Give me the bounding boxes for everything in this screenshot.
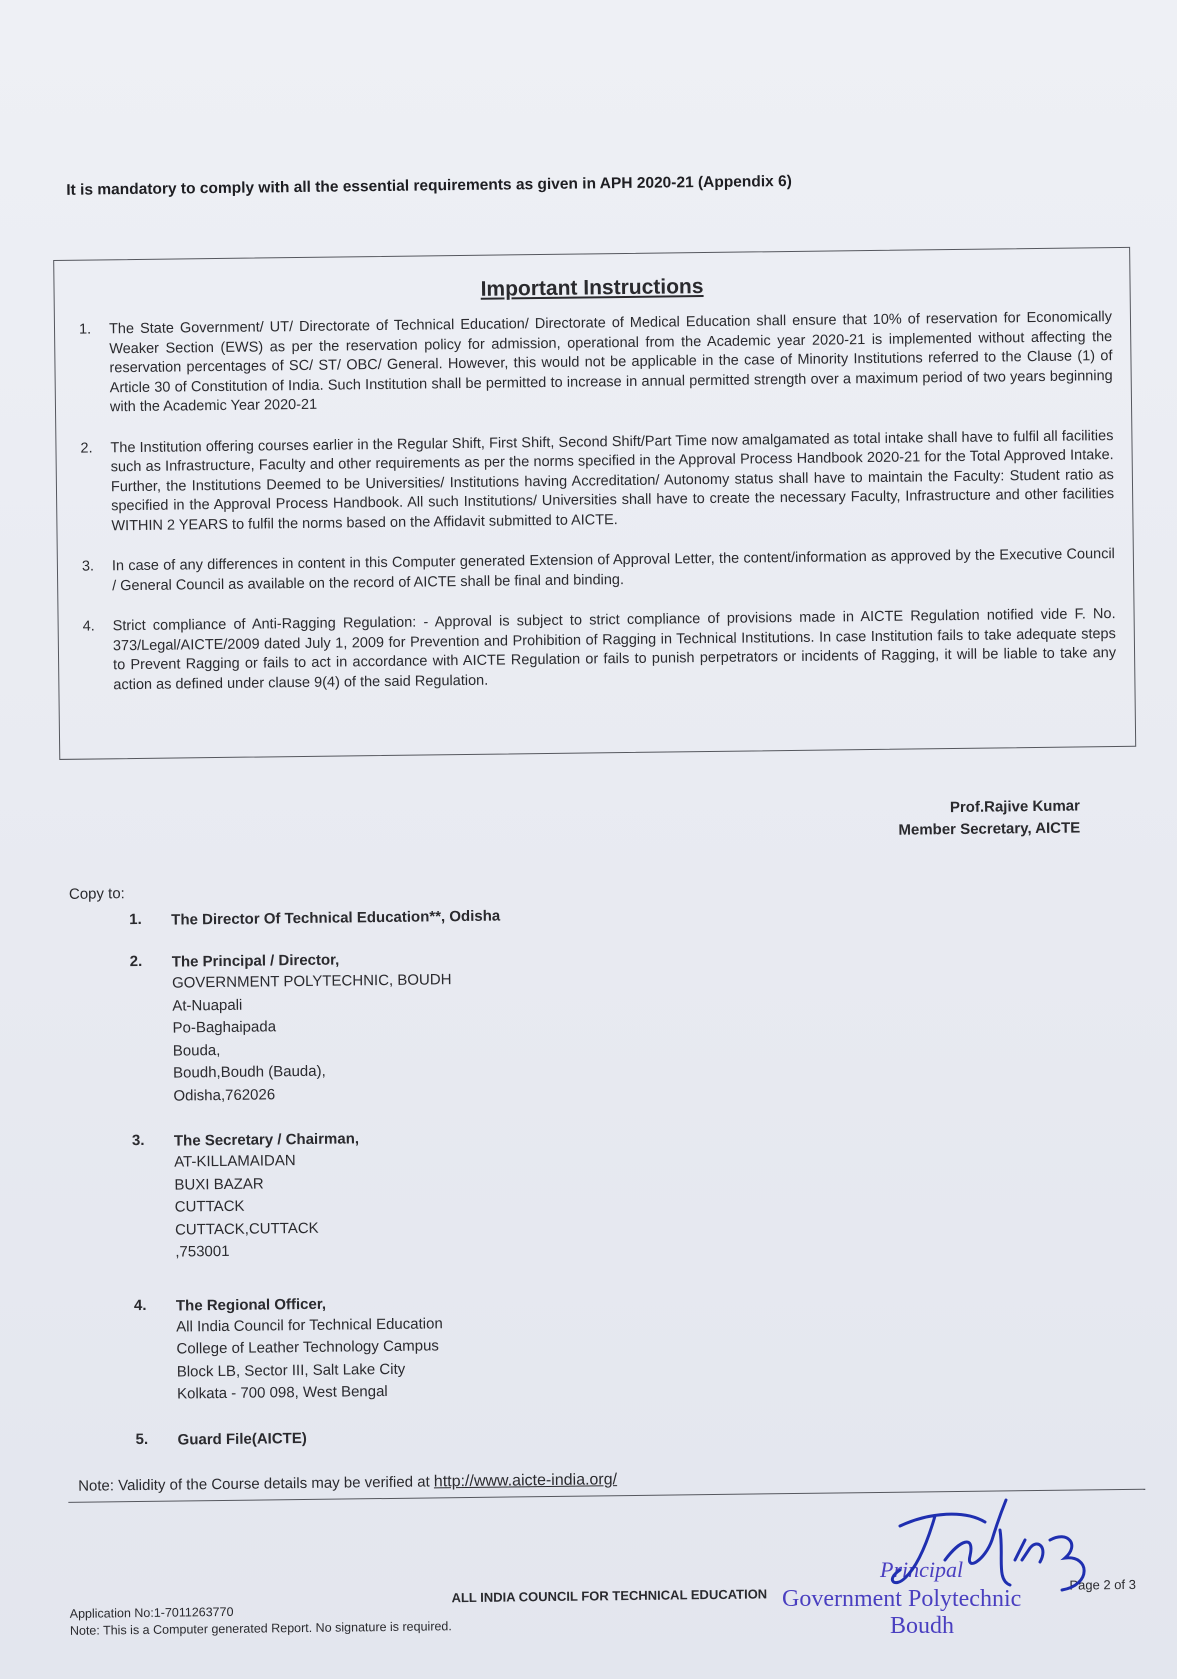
address-line: ,753001 [175,1242,230,1261]
address-line: At-Nuapali [172,996,243,1015]
copy-to-number: 3. [131,1131,145,1150]
instruction-text: The Institution offering courses earlier in the Regular Shift, First Shift, Second Shift/Part Time now amalgamated as total intake shall have to fulfil all facilities such as Infrastructure, Faculty and other requirements as per the norms specified in the Approval Process Handbook 2020-21 for the Total Approved Intake. Further, the Institutions Deemed to be Universities/ Institutions having Accreditation/ Autonomy status shall have to maintain the Faculty: Student ratio as specified in the Approval Process Handbook. All such Institutions/ Universities shall have to create the necessary Faculty, Infrastructure and other facilities WITHIN 2 YEARS to fulfil the norms based on the Affidavit submitted to AICTE. [110,427,1115,534]
copy-to-item [130,946,732,1108]
address-line: Boudh,Boudh (Bauda), [173,1062,326,1082]
stamp-line-principal: Principal [880,1557,964,1582]
computer-generated-note: Note: This is a Computer generated Report. No signature is required. [69,1619,452,1638]
copy-to-title: The Secretary / Chairman, [173,1130,360,1150]
address-line: GOVERNMENT POLYTECHNIC, BOUDH [171,971,452,992]
address-line: Block LB, Sector III, Salt Lake City [176,1360,406,1381]
signatory-name: Prof.Rajive Kumar [949,797,1081,817]
stamp-line-place: Boudh [890,1613,955,1639]
address-line: Kolkata - 700 098, West Bengal [176,1382,388,1403]
stamp-line-institution: Government Polytechnic [782,1586,1022,1612]
address-line: CUTTACK,CUTTACK [174,1219,319,1239]
address-line: CUTTACK [174,1197,245,1216]
address-line: Odisha,762026 [173,1085,276,1105]
instruction-text: Strict compliance of Anti-Ragging Regulation: - Approval is subject to strict compliance of provisions made in AICTE Regulation notified vide F. No. 373/Legal/AICTE/2009 dated July 1, 2009 for Prevention and Prohibition of Ragging in Technical Institutions. In case Institution fails to take adequate steps to Prevent Ragging or fails to act in accordance with AICTE Regulation or fails to punish perpetrators or incidents of Ragging, it will be liable to take any action as defined under clause 9(4) of the said Regulation. [112,606,1117,693]
copy-to-number: 2. [129,952,143,971]
copy-to-label: Copy to: [68,885,125,903]
copy-to-title: The Director Of Technical Education**, Odisha [171,907,501,929]
copy-to-item [129,904,729,931]
copy-to-title: The Regional Officer, [175,1295,327,1315]
mandatory-compliance-text: It is mandatory to comply with all the essential requirements as given in APH 2020-21 (Appendix 6) [66,172,792,199]
instruction-number: 3. [81,558,95,575]
instructions-list [55,308,1135,696]
footer-organization: ALL INDIA COUNCIL FOR TECHNICAL EDUCATION [451,1586,768,1606]
validity-note [78,1471,617,1496]
instruction-item [79,308,1113,418]
footer-left-block [70,1601,452,1640]
instruction-item [80,427,1114,537]
instructions-title: Important Instructions [480,275,704,301]
copy-to-number: 4. [133,1296,147,1314]
copy-to-item [132,1125,734,1265]
copy-to-title: Guard File(AICTE) [177,1429,307,1449]
instruction-item [82,545,1115,597]
address-line: College of Leather Technology Campus [176,1337,439,1358]
important-instructions-box [53,247,1136,760]
address-line: Bouda, [172,1041,221,1060]
instruction-text: In case of any differences in content in this Computer generated Extension of Approval Letter, the content/information as approved by the Executive Council / General Council as available on the record of AICTE shall be final and binding. [111,546,1115,594]
signatory-designation: Member Secretary, AICTE [898,819,1081,839]
copy-to-title: The Principal / Director, [171,951,340,971]
letter-sheet [50,0,1160,1679]
copy-to-item [135,1423,735,1450]
copy-to-number: 1. [129,910,142,929]
copy-to-item [134,1289,735,1406]
copy-to-number: 5. [135,1430,149,1448]
validity-note-text: Note: Validity of the Course details may be verified at [78,1473,434,1495]
address-line: BUXI BAZAR [174,1174,264,1194]
instruction-text: The State Government/ UT/ Directorate of Technical Education/ Directorate of Medical Education shall ensure that 10% of reservation for Economically Weaker Section (EWS) as per the reservation policy for admission, operational from the Academic year 2020-21 is implemented without affecting the reservation percentages of SC/ ST/ OBC/ General. However, this would not be applicable in the case of Minority Institutions referred to the Clause (1) of Article 30 of Constitution of India. Such Institution shall be permitted to increase in annual permitted strength over a maximum period of two years beginning with the Academic Year 2020-21 [108,309,1113,416]
address-line: AT-KILLAMAIDAN [174,1152,296,1171]
instruction-number: 4. [82,618,95,635]
instruction-item [83,605,1117,696]
aicte-website-link[interactable]: http://www.aicte-india.org/ [433,1471,618,1491]
page-number: Page 2 of 3 [1069,1576,1137,1593]
copy-to-list [129,904,736,1467]
instruction-number: 1. [78,321,92,338]
instruction-number: 2. [80,440,93,457]
signatory-block [898,795,1080,841]
address-line: All India Council for Technical Education [176,1314,443,1336]
application-number: Application No:1-7011263770 [69,1604,234,1621]
address-line: Po-Baghaipada [172,1018,277,1037]
